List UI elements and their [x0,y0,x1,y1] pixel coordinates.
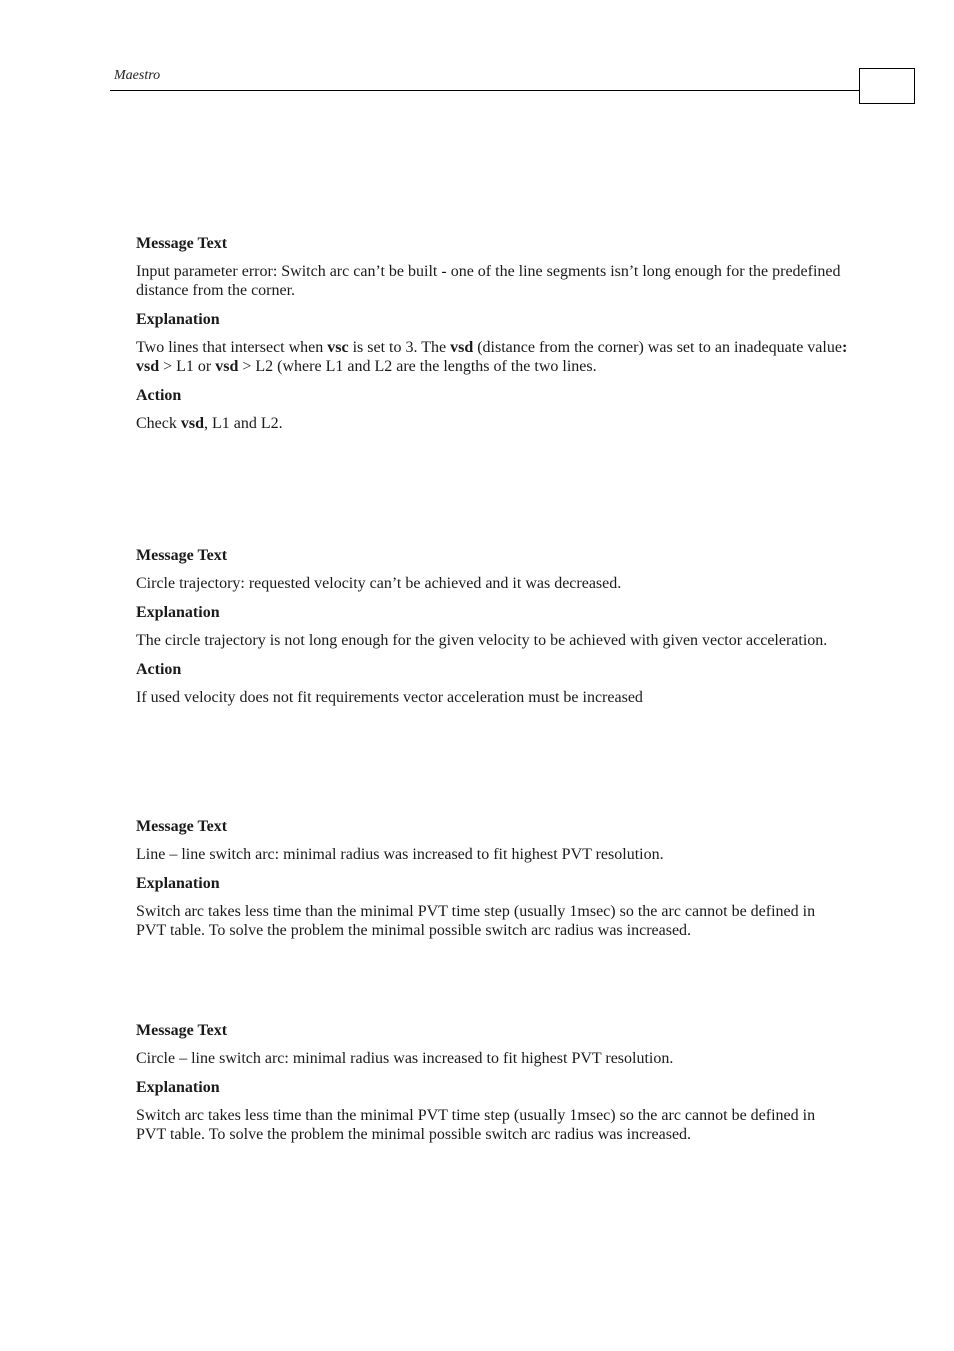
message-text-label: Message Text [136,818,228,835]
action-label: Action [136,387,182,404]
action-text: If used velocity does not fit requirements vector acceleration must be increased [136,689,643,706]
message-text: Circle – line switch arc: minimal radius was increased to fit highest PVT resolution. [136,1050,674,1067]
error-entry-3 [136,817,848,940]
error-entry-4 [136,1021,848,1144]
action-text [136,414,848,433]
message-text: Circle trajectory: requested velocity can’t be achieved and it was decreased. [136,575,622,592]
explanation-fragment: > L2 (where L1 and L2 are the lengths of the two lines. [238,358,597,375]
message-text: Line – line switch arc: minimal radius was increased to fit highest PVT resolution. [136,846,664,863]
explanation-keyword: : vsd [136,339,848,375]
action-keyword: vsd [180,415,204,432]
explanation-label: Explanation [136,875,220,892]
message-text-label: Message Text [136,547,228,564]
error-entry-2 [136,546,848,707]
header-rule [110,90,860,91]
explanation-keyword: vsc [327,339,349,356]
page-number-box [859,68,915,104]
message-text: Input parameter error: Switch arc can’t be built - one of the line segments isn’t long enough for the predefined distance from the corner. [136,263,841,299]
explanation-label: Explanation [136,1079,220,1096]
explanation-text [136,338,848,376]
explanation-keyword: vsd [450,339,474,356]
action-label: Action [136,661,182,678]
explanation-fragment: is set to 3. The [348,339,451,356]
explanation-fragment: Two lines that intersect when [136,339,328,356]
explanation-keyword: vsd [215,358,239,375]
message-text-label: Message Text [136,1022,228,1039]
explanation-text: Switch arc takes less time than the minimal PVT time step (usually 1msec) so the arc cannot be defined in PVT table. To solve the problem the minimal possible switch arc radius was increased. [136,1107,816,1143]
explanation-fragment: (distance from the corner) was set to an inadequate value [473,339,842,356]
explanation-text: Switch arc takes less time than the minimal PVT time step (usually 1msec) so the arc cannot be defined in PVT table. To solve the problem the minimal possible switch arc radius was increased. [136,903,816,939]
running-header-title: Maestro [114,68,161,83]
explanation-label: Explanation [136,604,220,621]
message-text-label: Message Text [136,235,228,252]
explanation-label: Explanation [136,311,220,328]
explanation-fragment: > L1 or [159,358,216,375]
explanation-text: The circle trajectory is not long enough for the given velocity to be achieved with given vector acceleration. [136,632,828,649]
action-fragment: Check [136,415,181,432]
error-entry-1 [136,234,848,433]
action-fragment: , L1 and L2. [204,415,283,432]
